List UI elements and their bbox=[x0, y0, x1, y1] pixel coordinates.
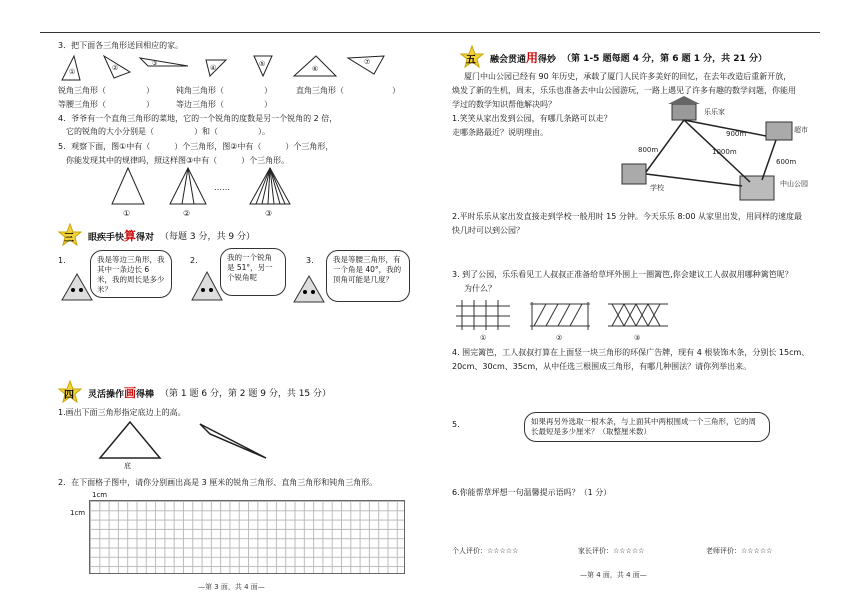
q5-bubble: 如果再另外选取一根木条，与上面其中两根围成一个三角形，它的周长最短是多少厘米？（取整厘米数） bbox=[524, 412, 770, 442]
fence-label-2: ② bbox=[556, 334, 563, 342]
q5-line2: 你能发现其中的规律吗，照这样图③中有（ ）个三角形。 bbox=[66, 156, 290, 165]
base-label: 底 bbox=[124, 462, 131, 470]
tri-num-4: ④ bbox=[210, 64, 217, 72]
dist-600: 600m bbox=[776, 158, 797, 166]
section-3-title-text: 眼疾手快算得对 bbox=[88, 228, 155, 243]
star-icon: 五 bbox=[460, 45, 484, 69]
label-acute: 锐角三角形（ ） bbox=[58, 86, 154, 95]
dist-1000: 1000m bbox=[712, 148, 737, 156]
s3-item-2-bubble: 我的一个锐角是 51°，另一个锐角呢 bbox=[220, 248, 286, 296]
s3-item-1-num: 1. bbox=[58, 256, 66, 265]
drawing-grid[interactable] bbox=[89, 500, 405, 574]
label-right: 直角三角形（ ） bbox=[296, 86, 400, 95]
fence-label-1: ① bbox=[480, 334, 487, 342]
q4-line-1: 4. 围完篱笆，工人叔叔打算在上面竖一块三角形的环保广告牌，现有 4 根装饰木条，分别长 15cm、 bbox=[452, 348, 810, 357]
s4-q2: 2．在下面格子图中，请你分别画出高是 3 厘米的锐角三角形、直角三角形和钝角三角形。 bbox=[58, 478, 378, 487]
tri-num-6: ⑥ bbox=[312, 65, 319, 73]
s4-q1: 1.画出下面三角形指定底边上的高。 bbox=[58, 408, 186, 417]
right-footer: —第 4 面，共 4 面— bbox=[580, 571, 647, 579]
q3-triangles bbox=[58, 52, 398, 86]
map-park-label: 中山公园 bbox=[780, 180, 808, 188]
s3-item-3-bubble: 我是等腰三角形，有一个角是 40°，我的顶角可能是几度？ bbox=[326, 250, 410, 302]
star-icon: 三 bbox=[58, 223, 82, 247]
eval-parent: 家长评价：☆☆☆☆☆ bbox=[578, 547, 645, 555]
q5-num: 5. bbox=[452, 420, 460, 429]
fig-label-2: ② bbox=[183, 209, 191, 218]
tri-num-2: ② bbox=[112, 64, 119, 72]
fig-label-1: ① bbox=[123, 209, 131, 218]
left-footer: —第 3 面，共 4 面— bbox=[198, 583, 265, 591]
fig-2 bbox=[170, 168, 206, 204]
home-icon bbox=[672, 104, 696, 120]
s3-item-2-num: 2. bbox=[190, 256, 198, 265]
label-isosceles: 等腰三角形（ ） bbox=[58, 100, 154, 109]
dist-900: 900m bbox=[726, 130, 747, 138]
fence-2 bbox=[530, 302, 590, 330]
intro-line-2: 焕发了新的生机，周末，乐乐也准备去中山公园游玩，一路上遇见了许多有趣的数学问题，你能用 bbox=[452, 86, 796, 95]
triangle-character-icon bbox=[292, 274, 326, 308]
fence-options bbox=[452, 296, 672, 342]
q4-line-2: 20cm、30cm、35cm，从中任选三根围成三角形，有哪几种围法？请你列举出来。 bbox=[452, 362, 752, 371]
triangle-character-icon bbox=[190, 270, 224, 304]
park-map bbox=[616, 96, 828, 208]
section-3-score: （每题 3 分，共 9 分） bbox=[160, 231, 255, 242]
star-icon: 四 bbox=[58, 380, 82, 404]
fig-1 bbox=[112, 168, 144, 204]
q5-dots: …… bbox=[214, 183, 230, 192]
q4-line2: 它的锐角的大小分别是（ ）和（ ）。 bbox=[66, 127, 270, 136]
map-home-label: 乐乐家 bbox=[704, 108, 725, 116]
section-4-title-text: 灵活操作画得棒 bbox=[88, 385, 155, 400]
s3-item-3-num: 3. bbox=[306, 256, 314, 265]
q1-line-2: 走哪条路最近？说明理由。 bbox=[452, 128, 548, 137]
section-4-score: （第 1 题 6 分，第 2 题 9 分，共 15 分） bbox=[160, 388, 332, 399]
q3-line-2: 为什么？ bbox=[464, 284, 496, 293]
label-obtuse: 钝角三角形（ ） bbox=[176, 86, 272, 95]
eval-teacher: 老师评价：☆☆☆☆☆ bbox=[706, 547, 773, 555]
section-3-title bbox=[58, 223, 255, 247]
q2-line-2: 快几时可以到公园？ bbox=[452, 226, 524, 235]
dist-800: 800m bbox=[638, 146, 659, 154]
fence-label-3: ③ bbox=[634, 334, 641, 342]
intro-line-3: 学过的数学知识帮他解决吗？ bbox=[452, 100, 556, 109]
q3-text: 3．把下面各三角形送回相应的家。 bbox=[58, 41, 184, 50]
fig-3 bbox=[250, 168, 290, 204]
label-equilateral: 等边三角形（ ） bbox=[176, 100, 272, 109]
q5-figures bbox=[110, 166, 310, 220]
fence-1 bbox=[456, 300, 510, 330]
q2-line-1: 2.平时乐乐从家出发直接走到学校一般用时 15 分钟。今天乐乐 8:00 从家里出发，用同样的速度最 bbox=[452, 212, 802, 221]
right-page bbox=[430, 0, 860, 608]
s3-item-1-bubble: 我是等边三角形，我其中一条边长 6 米，我的周长是多少米？ bbox=[90, 250, 172, 298]
q5-line1: 5．观察下面，图①中有（ ）个三角形，图②中有（ ）个三角形， bbox=[58, 142, 334, 151]
triangle-character-icon bbox=[60, 272, 94, 306]
school-icon bbox=[622, 164, 646, 184]
section-5-title bbox=[460, 45, 767, 69]
section-5-title-text: 融会贯通用得妙 bbox=[490, 50, 557, 65]
tri-num-7: ⑦ bbox=[364, 58, 371, 66]
tri-num-1: ① bbox=[69, 68, 76, 76]
q3-line-1: 3. 到了公园，乐乐看见工人叔叔正准备给草坪外围上一圈篱笆,你会建议工人叔叔用哪种篱笆呢？ bbox=[452, 270, 793, 279]
section-4-title bbox=[58, 380, 331, 404]
q4-line1: 4．爷爷有一个直角三角形的菜地，它的一个锐角的度数是另一个锐角的 2 倍， bbox=[58, 114, 338, 123]
fig-label-3: ③ bbox=[265, 209, 273, 218]
q1-line-1: 1.笑笑从家出发到公园，有哪几条路可以走？ bbox=[452, 114, 612, 123]
unit-left: 1cm bbox=[70, 509, 86, 517]
fence-3 bbox=[608, 304, 668, 326]
eval-self: 个人评价：☆☆☆☆☆ bbox=[452, 547, 519, 555]
section-5-score: （第 1-5 题每题 4 分，第 6 题 1 分，共 21 分） bbox=[562, 53, 767, 64]
park-gate-icon bbox=[740, 176, 774, 200]
map-school-label: 学校 bbox=[650, 184, 664, 192]
map-market-label: 超市 bbox=[794, 126, 808, 134]
tri-num-3: ③ bbox=[152, 60, 158, 67]
market-icon bbox=[766, 122, 792, 140]
tri-num-5: ⑤ bbox=[259, 60, 266, 68]
q6-text: 6.你能帮草坪想一句温馨提示语吗？（1 分） bbox=[452, 488, 612, 497]
s4-q1-triangles bbox=[96, 418, 276, 470]
intro-line-1: 厦门中山公园已经有 90 年历史，承载了厦门人民许多美好的回忆，在去年改造后重新开放， bbox=[464, 72, 792, 81]
unit-top: 1cm bbox=[92, 491, 108, 499]
